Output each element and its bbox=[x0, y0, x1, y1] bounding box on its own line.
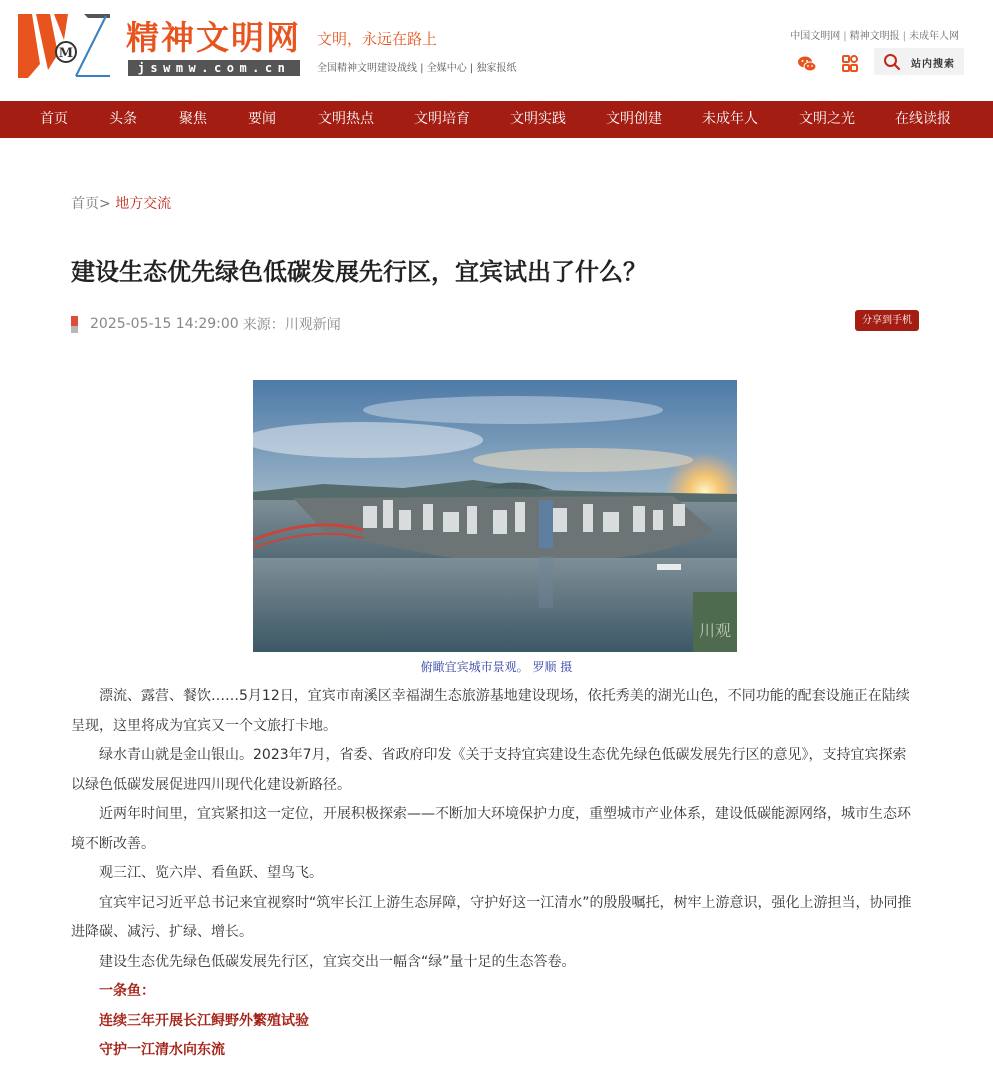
main-nav bbox=[0, 101, 993, 138]
article-body bbox=[71, 682, 919, 1066]
photo-watermark: 川观 bbox=[699, 621, 732, 640]
paragraph: 近两年时间里，宜宾紧扣这一定位，开展积极探索——不断加大环境保护力度，重塑城市产业体系，建设低碳能源网络，城市生态环境不断改善。 bbox=[71, 806, 911, 852]
toplink-civilization[interactable]: 中国文明网 bbox=[790, 31, 841, 42]
nav-item-minors[interactable]: 未成年人 bbox=[702, 111, 758, 127]
nav-item-epaper[interactable]: 在线读报 bbox=[895, 111, 951, 127]
search-icon bbox=[883, 53, 901, 71]
breadcrumb-home[interactable]: 首页> bbox=[71, 196, 111, 212]
top-links: 中国文明网 | 精神文明报 | 未成年人网 bbox=[790, 31, 959, 42]
article-photo bbox=[253, 380, 737, 652]
nav-item-news[interactable]: 要闻 bbox=[248, 111, 276, 127]
site-domain: jswmw.com.cn bbox=[128, 60, 300, 76]
article-meta bbox=[71, 314, 345, 334]
search-label: 站内搜索 bbox=[911, 59, 955, 70]
article-source: 来源：川观新闻 bbox=[242, 317, 341, 333]
toplink-newspaper[interactable]: 精神文明报 bbox=[849, 31, 900, 42]
site-subslogan: 全国精神文明建设战线 | 全媒中心 | 独家报纸 bbox=[317, 63, 517, 74]
site-name[interactable]: 精神文明网 bbox=[126, 18, 301, 57]
subheading: 守护一江清水向东流 bbox=[99, 1042, 225, 1058]
photo-caption: 俯瞰宜宾城市景观。 罗顺 摄 bbox=[420, 660, 573, 674]
nav-item-headlines[interactable]: 头条 bbox=[109, 111, 137, 127]
site-logo-icon[interactable] bbox=[18, 14, 110, 78]
site-header bbox=[0, 0, 993, 101]
paragraph: 绿水青山就是金山银山。2023年7月，省委、省政府印发《关于支持宜宾建设生态优先绿色低碳发展先行区的意见》，支持宜宾探索以绿色低碳发展促进四川现代化建设新路径。 bbox=[71, 747, 907, 793]
city-river-photo-icon bbox=[253, 380, 737, 652]
toplink-minors[interactable]: 未成年人网 bbox=[909, 31, 959, 42]
site-slogan: 文明，永远在路上 bbox=[317, 30, 438, 48]
wechat-icon[interactable] bbox=[797, 54, 817, 74]
breadcrumb-current[interactable]: 地方交流 bbox=[115, 196, 172, 212]
nav-item-practice[interactable]: 文明实践 bbox=[510, 111, 566, 127]
weibo-icon[interactable] bbox=[840, 54, 860, 74]
share-to-mobile-button[interactable]: 分享到手机 bbox=[855, 310, 919, 331]
subheading: 一条鱼： bbox=[99, 983, 155, 999]
svg-text:M: M bbox=[58, 46, 74, 61]
article-date: 2025-05-15 14:29:00 bbox=[90, 316, 239, 332]
article-title: 建设生态优先绿色低碳发展先行区，宜宾试出了什么？ bbox=[71, 258, 647, 286]
nav-item-focus[interactable]: 聚焦 bbox=[179, 111, 207, 127]
nav-item-cultivation[interactable]: 文明培育 bbox=[414, 111, 470, 127]
nav-item-light[interactable]: 文明之光 bbox=[799, 111, 855, 127]
paragraph: 观三江、览六岸、看鱼跃、望鸟飞。 bbox=[99, 865, 323, 881]
subheading: 连续三年开展长江鲟野外繁殖试验 bbox=[99, 1012, 309, 1029]
site-search-button[interactable] bbox=[874, 48, 964, 75]
paragraph: 漂流、露营、餐饮……5月12日，宜宾市南溪区幸福湖生态旅游基地建设现场，依托秀美的湖光山色，不同功能的配套设施正在陆续呈现，这里将成为宜宾又一个文旅打卡地。 bbox=[71, 688, 910, 734]
nav-item-creation[interactable]: 文明创建 bbox=[606, 111, 662, 127]
paragraph: 建设生态优先绿色低碳发展先行区，宜宾交出一幅含“绿”量十足的生态答卷。 bbox=[99, 953, 576, 970]
breadcrumb bbox=[71, 193, 171, 213]
paragraph: 宜宾牢记习近平总书记来宜视察时“筑牢长江上游生态屏障，守护好这一江清水”的殷殷嘱托，树牢上游意识，强化上游担当，协同推进降碳、减污、扩绿、增长。 bbox=[71, 894, 912, 940]
nav-item-home[interactable]: 首页 bbox=[40, 111, 68, 127]
nav-item-hot[interactable]: 文明热点 bbox=[318, 111, 374, 127]
meta-flag-icon bbox=[71, 316, 78, 333]
